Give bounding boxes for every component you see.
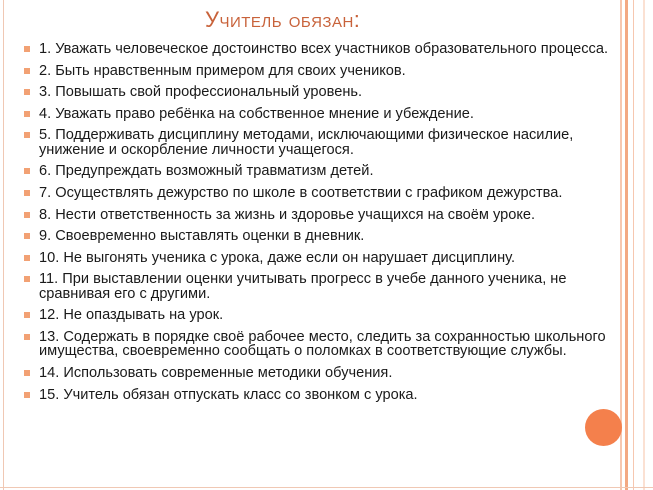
- list-item-text: 15. Учитель обязан отпускать класс со звонком с урока.: [39, 386, 418, 403]
- duties-list: [0, 42, 630, 409]
- square-bullet-icon: [24, 190, 30, 196]
- bottom-border-line: [0, 487, 653, 488]
- slide-title: Учитель обязан:: [205, 7, 361, 32]
- list-item: [0, 107, 630, 121]
- list-item: [0, 308, 630, 322]
- list-item-text: 13. Содержать в порядке своё рабочее место, следить за сохранностью школьного имущества, своевременно сообщать о поломках в соответствующие службы.: [39, 328, 606, 360]
- square-bullet-icon: [24, 370, 30, 376]
- square-bullet-icon: [24, 132, 30, 138]
- square-bullet-icon: [24, 312, 30, 318]
- square-bullet-icon: [24, 334, 30, 340]
- list-item-text: 9. Своевременно выставлять оценки в дневник.: [39, 228, 365, 245]
- square-bullet-icon: [24, 392, 30, 398]
- list-item-text: 12. Не опаздывать на урок.: [39, 307, 224, 324]
- right-stripe-edge: [643, 0, 645, 490]
- list-item-text: 2. Быть нравственным примером для своих учеников.: [39, 62, 406, 79]
- list-item: [0, 164, 630, 178]
- list-item: [0, 208, 630, 222]
- list-item: [0, 64, 630, 78]
- square-bullet-icon: [24, 255, 30, 261]
- list-item-text: 5. Поддерживать дисциплину методами, исключающими физическое насилие, унижение и оскорбление личности учащегося.: [39, 127, 574, 158]
- list-item: [0, 388, 630, 402]
- list-item: [0, 229, 630, 243]
- list-item: [0, 251, 630, 265]
- list-item: [0, 366, 630, 380]
- list-item: [0, 85, 630, 99]
- right-stripe-inner: [633, 0, 634, 490]
- square-bullet-icon: [24, 276, 30, 282]
- square-bullet-icon: [24, 168, 30, 174]
- list-item: [0, 272, 630, 301]
- square-bullet-icon: [24, 111, 30, 117]
- list-item-text: 6. Предупреждать возможный травматизм детей.: [39, 163, 374, 180]
- square-bullet-icon: [24, 46, 30, 52]
- list-item-text: 4. Уважать право ребёнка на собственное мнение и убеждение.: [39, 105, 474, 122]
- list-item-text: 10. Не выгонять ученика с урока, даже если он нарушает дисциплину.: [39, 249, 516, 266]
- list-item-text: 11. При выставлении оценки учитывать прогресс в учебе данного ученика, не сравнивая его с другими.: [39, 271, 567, 302]
- square-bullet-icon: [24, 233, 30, 239]
- list-item-text: 7. Осуществлять дежурство по школе в соответствии с графиком дежурства.: [39, 184, 563, 201]
- list-item-text: 8. Нести ответственность за жизнь и здоровье учащихся на своём уроке.: [39, 206, 536, 223]
- list-item: [0, 42, 630, 56]
- decorative-circle: [585, 409, 622, 446]
- list-item: [0, 186, 630, 200]
- square-bullet-icon: [24, 212, 30, 218]
- list-item: [0, 128, 630, 157]
- list-item: [0, 330, 630, 359]
- list-item-text: 1. Уважать человеческое достоинство всех участников образовательного процесса.: [39, 41, 609, 57]
- square-bullet-icon: [24, 68, 30, 74]
- list-item-text: 3. Повышать свой профессиональный уровень.: [39, 84, 363, 101]
- square-bullet-icon: [24, 89, 30, 95]
- list-item-text: 14. Использовать современные методики обучения.: [39, 364, 393, 381]
